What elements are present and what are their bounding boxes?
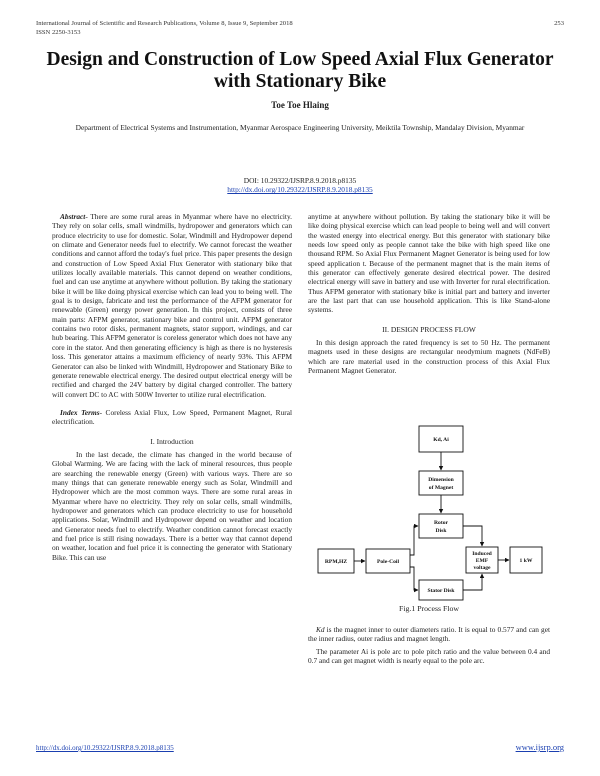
footer-doi-link[interactable]: http://dx.doi.org/10.29322/IJSRP.8.9.2018.p8135 (36, 744, 174, 752)
one-kw-label: 1 kW (519, 558, 533, 564)
abstract-text: - There are some rural areas in Myanmar where have no electricity. They rely on solar cells, small windmills, hydropower and generators which can produce electricity to use for domestic. Solar, Windmill and Hydropower depend on climate and Generator needs fuel to electrify. We cannot forecast the weather conditions and cannot afford the today's fuel price. This paper presents the design and construction of Low Speed Axial Flux Generator with stationary bike that utilizes locally available materials. This cannot depend on weather conditions, fuel and can use anytime at anywhere without pollution. By taking the stationary bike it will be like doing physical exercise which can lead you to being well. The goal is to design, fabricate and test the performance of the AFPM generator for renewable (Green) energy power generation. In this project, consists of three main parts: AFPM generator, stationary bike and control unit. AFPM generator contains two rotor disks, permanent magnets, stator support, windings, and car hub bearing. This AFPM generator is coreless generator which does not have any core in the stator. And then generating efficiency is high as there is no hysteresis loss. This generator attains a maximum efficiency of nearly 93%. This AFPM Generator can also be linked with Windmill, Hydropower and Stationary Bike to generate renewable electrical energy. The desired output electrical energy will be rectified and charged the 24V battery by digital charged controller. The battery will convert DC to AC with 500W Inverter to utilize rural electrification. (52, 212, 292, 399)
process-flow-figure (312, 422, 548, 604)
footer-site-link[interactable]: www.ijsrp.org (515, 742, 564, 752)
rotor-disk-box (419, 514, 463, 538)
rotor-label-2: Disk (435, 528, 447, 534)
page-number: 253 (554, 20, 564, 27)
kd-paragraph (308, 625, 550, 644)
rpm-hz-label: RPM,HZ (324, 559, 348, 565)
dimension-label-2: of Magnet (428, 485, 454, 491)
right-column-continuation: anytime at anywhere without pollution. By taking the stationary bike it will be like doing physical exercise which can lead people to being well and will convert the wasted energy into electrical energy. But this generator with stationary bike needs low speed only as people cannot take the bike with high speed like one thousand RPM. So Axial Flux Permanent Magnet Generator is being used for low speed application t. Because of the permanent magnet that is the main items of this generator can effectively generate desired electrical power. The desired electrical energy will save in battery and use with Inverter for rural electrification. Thus AFPM generator with stationary bike is initial part and battery and inverter are the last part that can use household application. This is like Stand-alone systems. (308, 212, 550, 315)
right-column-after-figure (308, 625, 550, 665)
right-column (308, 212, 550, 376)
dimension-label-1: Dimension (428, 477, 454, 483)
author-affiliation: Department of Electrical Systems and Instrumentation, Myanmar Aerospace Engineering University, Meiktila Township, Mandalay Division, Myanmar (75, 123, 525, 132)
journal-line: International Journal of Scientific and Research Publications, Volume 8, Issue 9, September 2018 (36, 20, 293, 27)
paper-title: Design and Construction of Low Speed Axial Flux Generator with Stationary Bike (46, 49, 554, 92)
emf-label-3: voltage (473, 565, 491, 571)
left-column (52, 212, 292, 562)
doi-block (0, 176, 600, 194)
emf-label-2: EMF (475, 558, 489, 564)
dimension-of-magnet-box (419, 471, 463, 495)
doi-link[interactable]: http://dx.doi.org/10.29322/IJSRP.8.9.2018.p8135 (227, 185, 373, 195)
section-heading-introduction: I. Introduction (150, 436, 194, 446)
kd-text: is the magnet inner to outer diameters ratio. It is equal to 0.577 and can get the inner radius, outer radius and magnet length. (308, 625, 550, 644)
introduction-text: In the last decade, the climate has changed in the world because of Global Warming. We are facing with the lack of mineral resources, thus people are searching the renewable energy (Green) with various ways. There are so many things that can generate renewable energy such as Solar, Windmill and Hydropower which are the most common ways. There are some rural areas in Myanmar where have no electricity. They rely on solar cells, small windmills, hydropower and generators which can produce electricity to use for household applications. Solar, Windmill and Hydropower depend on weather and location and Generator needs fuel to electrify. Weather condition cannot forecast exactly and fuel price is still rising nowadays. There is a better way that cannot depend on weather, location and fuel price it is connecting the generator with Stationary Bike. This can use (52, 449, 292, 562)
kd-symbol: Kd (316, 625, 325, 634)
issn: ISSN 2250-3153 (36, 28, 81, 36)
doi-text: DOI: 10.29322/IJSRP.8.9.2018.p8135 (243, 176, 357, 185)
process-flow-diagram (312, 422, 548, 604)
abstract-label: Abstract (60, 212, 86, 221)
abstract-paragraph (52, 212, 292, 399)
journal-header (36, 20, 293, 37)
author-name: Toe Toe Hlaing (271, 100, 329, 110)
index-terms-paragraph (52, 408, 292, 427)
index-terms-label: Index Terms (60, 407, 100, 417)
section-heading-design-process: II. DESIGN PROCESS FLOW (382, 324, 476, 334)
index-terms-text: - Coreless Axial Flux, Low Speed, Permanent Magnet, Rural electrification. (52, 407, 292, 427)
stator-label: Stator Disk (427, 588, 455, 594)
kd-ai-label: Kd, Ai (433, 437, 449, 443)
pole-coil-label: Pole-Coil (376, 559, 400, 565)
ai-paragraph: The parameter Ai is pole arc to pole pitch ratio and the value between 0.4 and 0.7 and can get magnet width is nearly equal to the pole arc. (308, 646, 550, 666)
emf-label-1: Induced (472, 551, 492, 557)
design-process-text: In this design approach the rated frequency is set to 50 Hz. The permanent magnets used in these designs are rectangular neodymium magnets (NdFeB) which are rare material used in the construction process of this Axial Flux Permanent Magnet Generator. (308, 338, 550, 376)
figure-caption: Fig.1 Process Flow (399, 604, 459, 613)
rotor-label-1: Rotor (434, 520, 448, 526)
